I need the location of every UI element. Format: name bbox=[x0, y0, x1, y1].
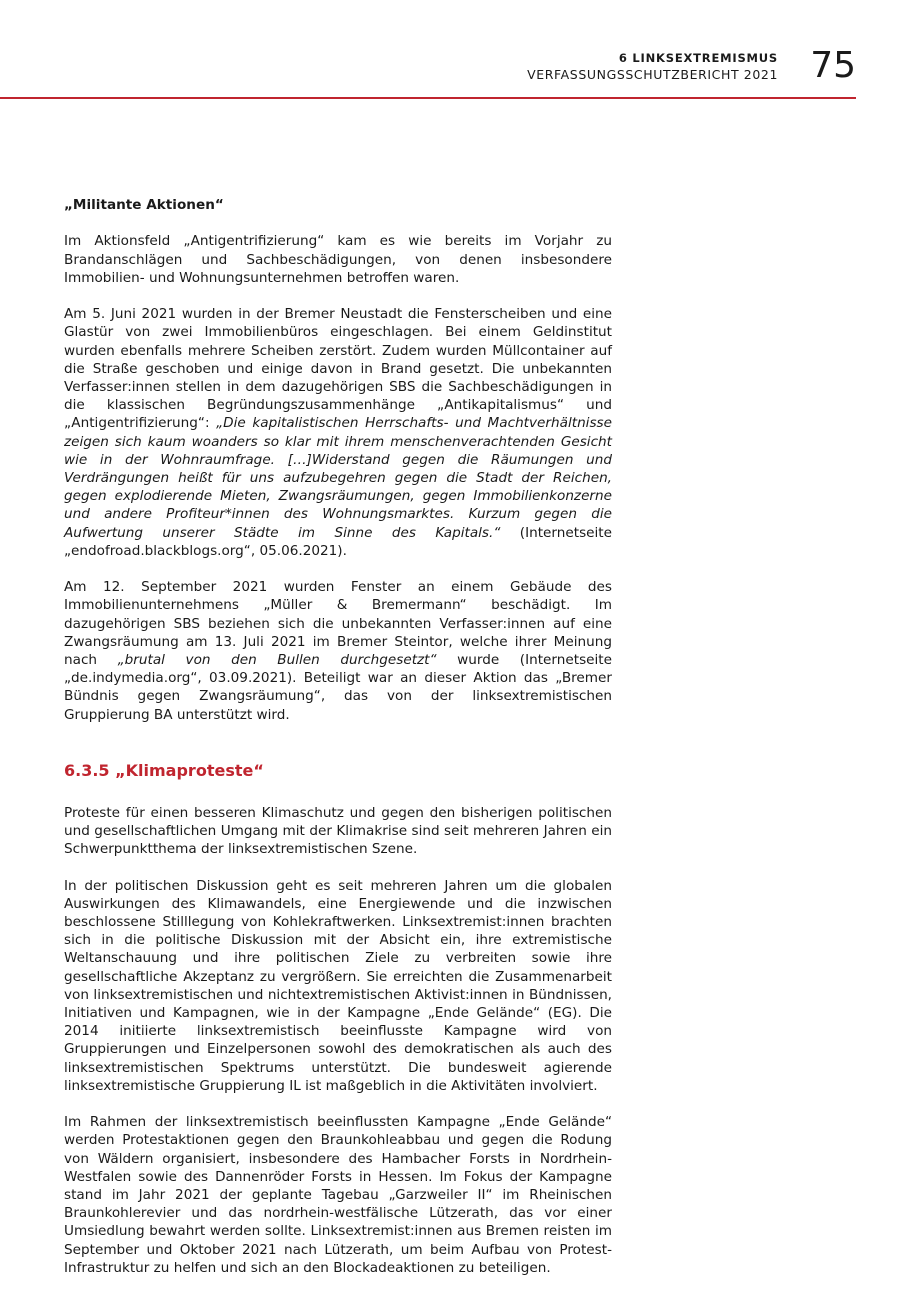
paragraph bbox=[64, 578, 612, 724]
paragraph-text: Am 12. September 2021 wurden Fenster an einem Gebäude des Immobilienunternehmens „Müller & Bremermann“ beschädigt. Im dazugehörigen SBS beziehen sich die unbekannten Verfasser:innen auf eine Zwangsräumung am 13. Juli 2021 im Bremer Steintor, welche ihrer Meinung nach bbox=[64, 579, 612, 669]
paragraph: Im Aktionsfeld „Antigentrifizierung“ kam es wie bereits im Vorjahr zu Brandanschlägen und Sachbeschädigungen, von denen insbesondere Immobilien- und Wohnungsunternehmen betroffen waren. bbox=[64, 233, 612, 286]
paragraph: In der politischen Diskussion geht es seit mehreren Jahren um die globalen Auswirkungen des Klimawandels, eine Energiewende und die inzwischen beschlossene Stilllegung von Kohlekraftwerken. Linksextremist:innen brachten sich in die politische Diskussion mit der Absicht ein, ihre extremistische Weltanschauung und ihre politischen Ziele zu verbreiten sowie ihre gesellschaftliche Akzeptanz zu vergrößern. Sie erreichten die Zusammenarbeit von linksextremistischen und nichtextremistischen Aktivist:innen in Bündnissen, Initiativen und Kampagnen, wie in der Kampagne „Ende Gelände“ (EG). Die 2014 initiierte linksextremistisch beeinflusste Kampagne wird von Gruppierungen und Einzelpersonen sowohl des demokratischen als auch des linksextremistischen Spektrums unterstützt. Die bundesweit agierende linksextremistische Gruppierung IL ist maßgeblich in die Aktivitäten involviert. bbox=[64, 877, 612, 1094]
section-title: 6.3.5 „Klimaproteste“ bbox=[64, 760, 264, 780]
chapter-label: 6 LINKSEXTREMISMUS bbox=[618, 51, 778, 65]
page-number: 75 bbox=[810, 45, 856, 86]
quote-text: „brutal von den Bullen durchgesetzt“ bbox=[117, 652, 437, 669]
quote-text: „Die kapitalistischen Herrschafts- und Machtverhältnisse zeigen sich kaum woanders so klar mit ihrem menschenverachtenden Gesicht wie in der Wohnraumfrage. […]Widerstand gegen die Räumungen und Verdrängungen heißt für uns aufzubegehren gegen die Stadt der Reichen, gegen explodierende Mieten, Zwangsräumungen, gegen Immobilienkonzerne und andere Profiteur*innen des Wohnungsmarktes. Kurzum gegen die Aufwertung unserer Städte im Sinne des Kapitals.“ bbox=[64, 415, 612, 541]
main-content bbox=[64, 196, 612, 1295]
paragraph bbox=[64, 305, 612, 560]
page-header bbox=[0, 44, 856, 98]
paragraph-text: wurde (Internetseite „de.indymedia.org“, 03.09.2021). Beteiligt war an dieser Aktion das „Bremer Bündnis gegen Zwangsräumung“, das von der linksextremistischen Gruppierung BA unterstützt wird. bbox=[64, 652, 612, 723]
paragraph-text: (Internetseite „endofroad.blackblogs.org“, 05.06.2021). bbox=[64, 524, 612, 559]
subheading-militant: „Militante Aktionen“ bbox=[64, 197, 224, 213]
paragraph-text: Am 5. Juni 2021 wurden in der Bremer Neustadt die Fensterscheiben und eine Glastür von zwei Immobilienbüros eingeschlagen. Bei einem Geldinstitut wurden ebenfalls mehrere Scheiben zerstört. Zudem wurden Müllcontainer auf die Straße geschoben und einige davon in Brand gesetzt. Die unbekannten Verfasser:innen stellen in dem dazugehörigen SBS die Sachbeschädigungen in die klassischen Begründungszusammenhänge „Antikapitalismus“ und „Antigentrifizierung“: bbox=[64, 306, 612, 432]
report-title: VERFASSUNGSSCHUTZBERICHT 2021 bbox=[527, 67, 778, 82]
paragraph: Proteste für einen besseren Klimaschutz und gegen den bisherigen politischen und gesellschaftlichen Umgang mit der Klimakrise sind seit mehreren Jahren ein Schwerpunktthema der linksextremistischen Szene. bbox=[64, 804, 612, 858]
paragraph: Im Rahmen der linksextremistisch beeinflussten Kampagne „Ende Gelände“ werden Protestaktionen gegen den Braunkohleabbau und gegen die Rodung von Wäldern organisiert, insbesondere des Hambacher Forsts in Nordrhein-Westfalen sowie des Dannenröder Forsts in Hessen. Im Fokus der Kampagne stand im Jahr 2021 der geplante Tagebau „Garzweiler II“ im Rheinischen Braunkohlerevier und das nordrhein-westfälische Lützerath, das vor einer Umsiedlung bewahrt werden sollte. Linksextremist:innen aus Bremen reisten im September und Oktober 2021 nach Lützerath, um beim Aufbau von Protest-Infrastruktur zu helfen und sich an den Blockadeaktionen zu beteiligen. bbox=[64, 1114, 612, 1276]
header-rule bbox=[0, 97, 856, 99]
